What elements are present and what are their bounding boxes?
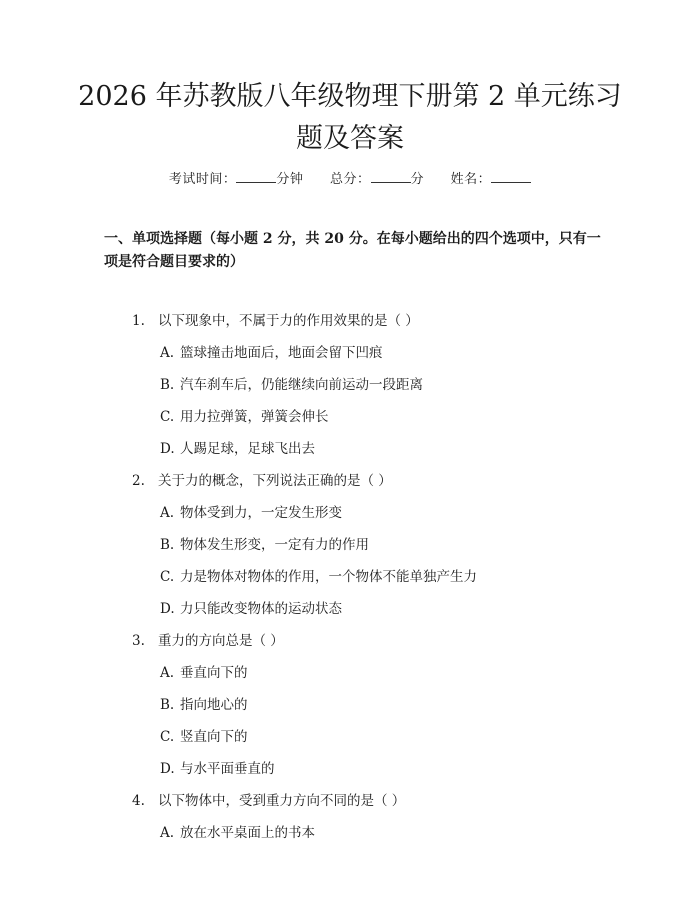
score-unit: 分 xyxy=(410,172,425,187)
option-text: 力只能改变物体的运动状态 xyxy=(180,601,342,617)
option-text: 垂直向下的 xyxy=(180,665,248,681)
option-text: 放在水平桌面上的书本 xyxy=(180,825,315,841)
option-letter: C. xyxy=(160,409,175,425)
option-3d xyxy=(160,759,275,779)
section-heading: 一、单项选择题（每小题 2 分，共 20 分。在每小题给出的四个选项中，只有一项是符合题目要求的） xyxy=(104,231,601,270)
document-title xyxy=(60,76,640,160)
option-text: 力是物体对物体的作用，一个物体不能单独产生力 xyxy=(180,569,477,585)
option-letter: D. xyxy=(160,601,175,617)
question-1 xyxy=(132,311,419,331)
question-3 xyxy=(132,631,284,651)
option-3a xyxy=(160,663,248,683)
option-letter: C. xyxy=(160,569,175,585)
option-2a xyxy=(160,503,342,523)
option-letter: D. xyxy=(160,441,175,457)
question-number: 1. xyxy=(132,313,145,329)
title-line-1: 2026 年苏教版八年级物理下册第 2 单元练习 xyxy=(78,81,622,112)
option-letter: B. xyxy=(160,537,175,553)
option-2d xyxy=(160,599,342,619)
question-2 xyxy=(132,471,392,491)
option-letter: D. xyxy=(160,761,175,777)
question-4 xyxy=(132,791,405,811)
option-3c xyxy=(160,727,248,747)
option-letter: C. xyxy=(160,729,175,745)
name-label: 姓名： xyxy=(450,172,492,187)
option-text: 篮球撞击地面后，地面会留下凹痕 xyxy=(180,345,383,361)
option-text: 汽车刹车后，仍能继续向前运动一段距离 xyxy=(180,377,423,393)
score-blank xyxy=(371,170,411,183)
option-text: 物体受到力，一定发生形变 xyxy=(180,505,342,521)
option-letter: A. xyxy=(160,345,175,361)
option-letter: A. xyxy=(160,825,175,841)
question-text: 以下物体中，受到重力方向不同的是（ ） xyxy=(158,793,406,809)
option-1d xyxy=(160,439,315,459)
option-letter: A. xyxy=(160,665,175,681)
question-number: 4. xyxy=(132,793,145,809)
option-text: 人踢足球，足球飞出去 xyxy=(180,441,315,457)
option-text: 物体发生形变，一定有力的作用 xyxy=(180,537,369,553)
question-number: 3. xyxy=(132,633,145,649)
title-line-2: 题及答案 xyxy=(296,123,404,154)
option-letter: B. xyxy=(160,377,175,393)
time-unit: 分钟 xyxy=(276,172,304,187)
option-3b xyxy=(160,695,248,715)
option-2c xyxy=(160,567,477,587)
question-text: 关于力的概念，下列说法正确的是（ ） xyxy=(158,473,392,489)
option-letter: B. xyxy=(160,697,175,713)
time-blank xyxy=(236,170,276,183)
option-1c xyxy=(160,407,329,427)
option-text: 竖直向下的 xyxy=(180,729,248,745)
option-letter: A. xyxy=(160,505,175,521)
option-text: 用力拉弹簧，弹簧会伸长 xyxy=(180,409,329,425)
option-text: 指向地心的 xyxy=(180,697,248,713)
exam-info-line xyxy=(0,168,700,187)
question-text: 重力的方向总是（ ） xyxy=(158,633,284,649)
option-1a xyxy=(160,343,383,363)
option-1b xyxy=(160,375,423,395)
option-text: 与水平面垂直的 xyxy=(180,761,275,777)
score-label: 总分： xyxy=(329,172,371,187)
time-label: 考试时间： xyxy=(168,172,237,187)
name-blank xyxy=(491,170,531,183)
option-2b xyxy=(160,535,369,555)
question-number: 2. xyxy=(132,473,145,489)
option-4a xyxy=(160,823,315,843)
question-text: 以下现象中，不属于力的作用效果的是（ ） xyxy=(158,313,419,329)
